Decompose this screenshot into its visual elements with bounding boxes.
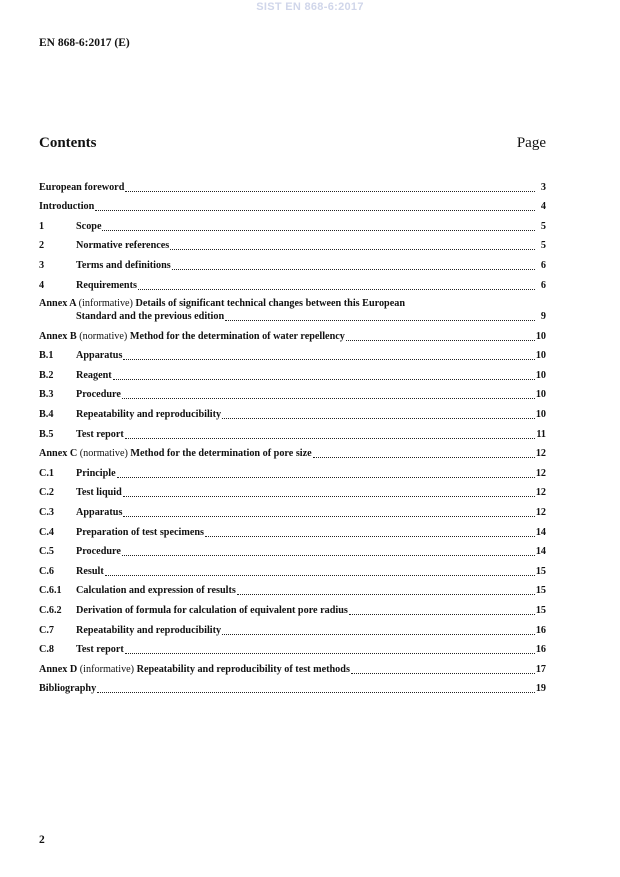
toc-page-number: 10	[535, 389, 546, 401]
toc-page-number: 12	[535, 487, 546, 499]
dot-leader	[123, 358, 534, 360]
toc-page-number: 10	[535, 369, 546, 381]
toc-section-number: C.8	[39, 644, 54, 656]
toc-entry[interactable]	[39, 617, 546, 637]
toc-section-number: C.6	[39, 565, 54, 577]
dot-leader	[125, 437, 535, 439]
toc-entry[interactable]	[39, 272, 546, 292]
dot-leader	[125, 652, 535, 654]
toc-title: Normative references	[76, 240, 170, 252]
dot-leader	[349, 613, 535, 615]
toc-annex-title	[39, 448, 312, 460]
toc-title: Test liquid	[76, 487, 122, 499]
dot-leader	[205, 535, 535, 537]
toc-title: Apparatus	[76, 507, 123, 518]
toc-page-number: 10	[535, 409, 546, 421]
toc-title: Procedure	[76, 546, 121, 558]
toc-section-number: C.7	[39, 624, 54, 636]
dot-leader	[123, 515, 534, 517]
annex-title-continued: Standard and the previous edition	[76, 311, 225, 323]
toc-entry[interactable]	[39, 292, 546, 324]
contents-heading: Contents	[39, 135, 97, 151]
toc-page-number: 10	[535, 330, 546, 342]
annex-label: Annex B	[39, 330, 77, 342]
dot-leader	[113, 378, 535, 380]
dot-leader	[225, 319, 535, 321]
toc-title: Introduction	[39, 201, 95, 213]
toc-title: Principle	[76, 467, 116, 479]
annex-label: Annex C	[39, 448, 78, 460]
toc-section-number: C.6.2	[39, 604, 62, 616]
toc-entry[interactable]	[39, 519, 546, 539]
toc-title: Procedure	[76, 389, 121, 401]
toc-entry[interactable]	[39, 539, 546, 559]
toc-page-number: 4	[540, 201, 546, 213]
toc-section-number: B.2	[39, 369, 54, 381]
toc-section-number: C.3	[39, 507, 54, 518]
page-column-label: Page	[516, 135, 546, 151]
annex-kind: (normative)	[79, 330, 128, 342]
toc-title: Terms and definitions	[76, 259, 171, 271]
annex-title-text: Method for the determination of pore size	[130, 448, 312, 460]
dot-leader	[351, 672, 535, 674]
dot-leader	[172, 268, 535, 270]
toc-title: Calculation and expression of results	[76, 585, 236, 597]
toc-section-number: C.4	[39, 526, 54, 538]
toc-section-number: 2	[39, 240, 45, 252]
dot-leader	[125, 190, 535, 192]
table-of-contents	[39, 174, 546, 695]
dot-leader	[117, 476, 535, 478]
toc-page-number: 12	[535, 467, 546, 479]
toc-page-number: 5	[540, 220, 546, 232]
annex-label: Annex D	[39, 663, 78, 675]
toc-annex-title	[39, 331, 345, 343]
toc-section-number: 1	[39, 220, 45, 232]
dot-leader	[122, 554, 535, 556]
toc-title: Derivation of formula for calculation of equivalent pore radius	[76, 604, 348, 616]
watermark: SIST EN 868-6:2017	[256, 1, 364, 13]
toc-entry[interactable]	[39, 597, 546, 617]
toc-entry[interactable]	[39, 460, 546, 480]
dot-leader	[222, 633, 535, 635]
toc-page-number: 6	[540, 279, 546, 291]
toc-page-number: 19	[535, 683, 546, 695]
toc-title: Requirements	[76, 279, 137, 291]
toc-page-number: 15	[535, 604, 546, 616]
toc-page-number: 5	[540, 240, 546, 252]
toc-entry[interactable]	[39, 656, 546, 676]
toc-title: Preparation of test specimens	[76, 526, 204, 538]
toc-title: Scope	[76, 220, 102, 232]
dot-leader	[105, 574, 535, 576]
dot-leader	[346, 339, 535, 341]
toc-entry[interactable]	[39, 558, 546, 578]
toc-entry[interactable]	[39, 421, 546, 441]
toc-entry[interactable]	[39, 323, 546, 343]
toc-section-number: C.2	[39, 487, 54, 499]
toc-section-number: B.5	[39, 428, 54, 440]
dot-leader	[138, 288, 535, 290]
annex-title-text: Repeatability and reproducibility of test methods	[136, 663, 350, 675]
toc-title: Reagent	[76, 369, 112, 381]
toc-title: Test report	[76, 428, 124, 440]
dot-leader	[170, 248, 535, 250]
dot-leader	[102, 229, 535, 231]
toc-entry[interactable]	[39, 578, 546, 598]
toc-page-number: 15	[535, 565, 546, 577]
toc-title: Apparatus	[76, 350, 123, 362]
annex-title-text: Method for the determination of water repellency	[129, 330, 345, 342]
toc-section-number: C.5	[39, 546, 54, 558]
toc-section-number: B.3	[39, 389, 54, 401]
annex-kind: (normative)	[79, 448, 128, 460]
toc-page-number: 12	[535, 448, 546, 460]
toc-entry[interactable]	[39, 233, 546, 253]
toc-page-number: 16	[535, 644, 546, 656]
toc-entry[interactable]	[39, 252, 546, 272]
toc-entry[interactable]	[39, 343, 546, 363]
toc-entry[interactable]	[39, 362, 546, 382]
dot-leader	[122, 397, 535, 399]
toc-entry[interactable]	[39, 213, 546, 233]
toc-page-number: 14	[535, 546, 546, 558]
toc-title: Bibliography	[39, 683, 97, 695]
toc-page-number: 16	[535, 624, 546, 636]
toc-entry[interactable]	[39, 441, 546, 461]
toc-section-number: 4	[39, 279, 45, 291]
annex-kind: (informative)	[78, 298, 133, 310]
toc-entry[interactable]	[39, 499, 546, 519]
dot-leader	[123, 495, 535, 497]
document-id: EN 868-6:2017 (E)	[39, 37, 130, 49]
toc-section-number: B.1	[39, 350, 54, 362]
toc-title: Repeatability and reproducibility	[76, 624, 222, 636]
toc-section-number: C.1	[39, 467, 54, 479]
toc-title: Repeatability and reproducibility	[76, 409, 222, 421]
toc-entry[interactable]	[39, 174, 546, 194]
annex-title-text: Details of significant technical changes between this European	[135, 298, 405, 310]
toc-entry[interactable]	[39, 401, 546, 421]
toc-page-number: 3	[540, 181, 546, 193]
toc-section-number: B.4	[39, 409, 54, 421]
dot-leader	[237, 593, 535, 595]
toc-page-number: 17	[535, 663, 546, 675]
toc-title: Test report	[76, 644, 124, 656]
toc-page-number: 14	[535, 526, 546, 538]
annex-label: Annex A	[39, 298, 77, 310]
toc-page-number: 15	[535, 585, 546, 597]
toc-page-number: 10	[535, 350, 546, 362]
dot-leader	[313, 456, 535, 458]
toc-page-number: 9	[540, 311, 546, 323]
toc-section-number: C.6.1	[39, 585, 62, 597]
toc-entry[interactable]	[39, 480, 546, 500]
toc-annex-title	[39, 664, 350, 676]
dot-leader	[97, 691, 535, 693]
toc-entry[interactable]	[39, 194, 546, 214]
dot-leader	[222, 417, 535, 419]
toc-page-number: 6	[540, 259, 546, 271]
toc-title: Result	[76, 565, 104, 577]
toc-entry[interactable]	[39, 382, 546, 402]
toc-section-number: 3	[39, 259, 45, 271]
dot-leader	[95, 209, 535, 211]
toc-entry[interactable]	[39, 637, 546, 657]
toc-title: European foreword	[39, 181, 125, 193]
page-number: 2	[39, 834, 45, 846]
toc-entry[interactable]	[39, 676, 546, 696]
toc-annex-title	[39, 298, 405, 309]
toc-page-number: 11	[536, 428, 546, 440]
annex-kind: (informative)	[79, 663, 135, 675]
toc-page-number: 12	[535, 507, 546, 518]
